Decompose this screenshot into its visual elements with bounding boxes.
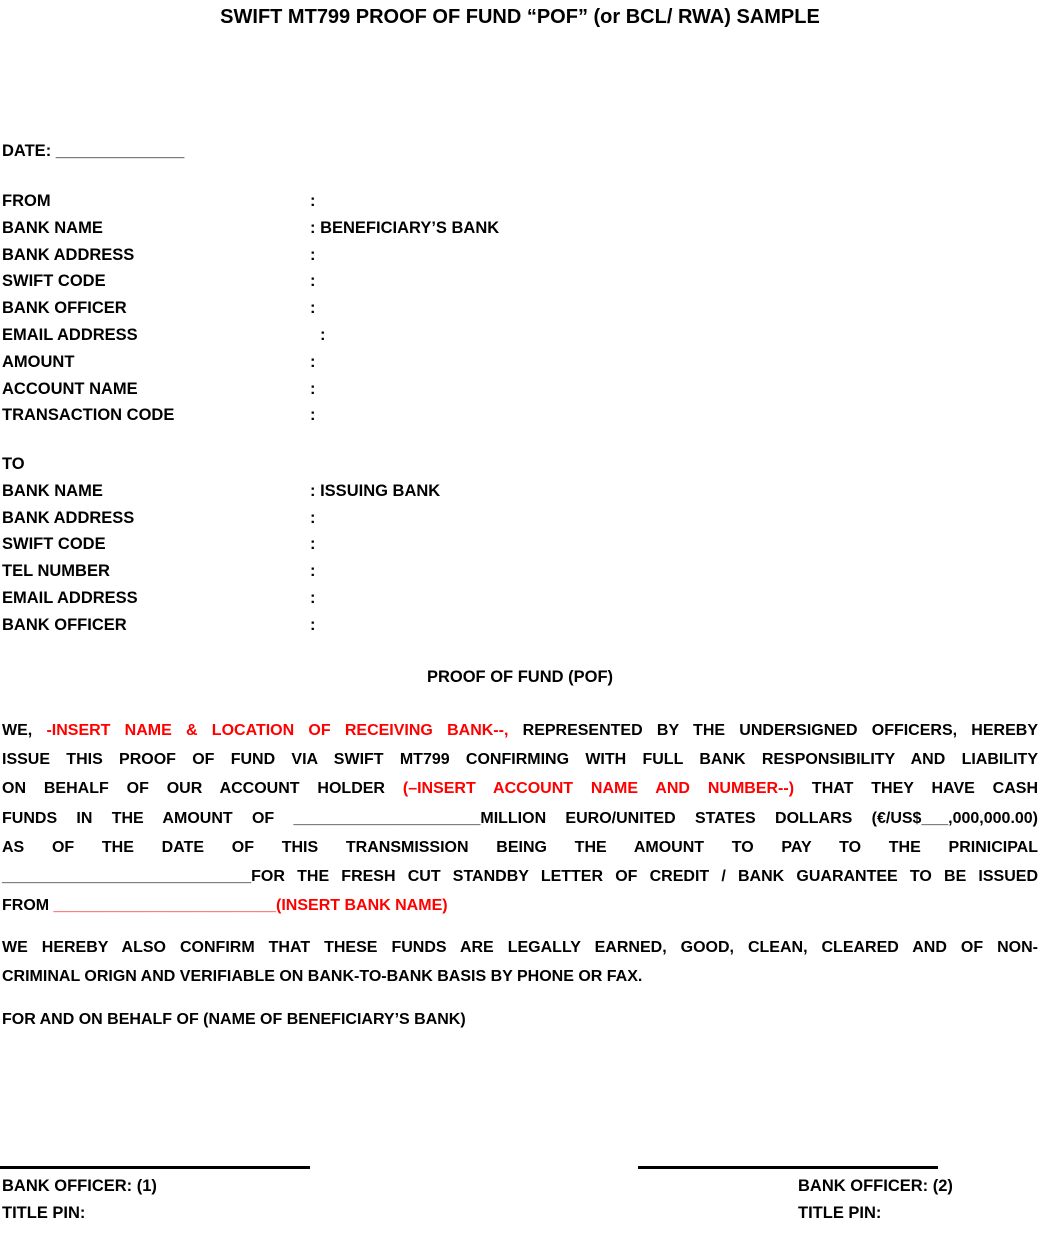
field-label: BANK ADDRESS: [2, 508, 135, 527]
field-colon: :: [310, 379, 316, 398]
body-text: THAT THEY HAVE CASH: [794, 780, 1038, 798]
field-colon: :: [310, 615, 316, 634]
field-label: EMAIL ADDRESS: [2, 325, 138, 344]
body-text: ,000,000.00): [948, 809, 1039, 827]
field-colon: :: [310, 481, 316, 500]
field-label: TEL NUMBER: [2, 562, 110, 581]
field-label: SWIFT CODE: [2, 272, 106, 291]
field-colon: :: [310, 588, 316, 607]
field-label: BANK OFFICER: [2, 299, 127, 318]
amount-blank-field[interactable]: _____________________: [293, 809, 481, 827]
paragraph-line: [2, 862, 1038, 891]
body-text: AS OF THE DATE OF THIS TRANSMISSION BEING THE AMOUNT TO PAY TO THE PRINICIPAL: [2, 838, 1038, 856]
body-text: ISSUE THIS PROOF OF FUND VIA SWIFT MT799 CONFIRMING WITH FULL BANK RESPONSIBILITY AND LIABILITY: [2, 751, 1038, 769]
field-label: FROM: [2, 192, 51, 210]
from-section: [2, 188, 1040, 429]
bank-officer-1-label: BANK OFFICER: (1): [2, 1177, 157, 1195]
field-colon: :: [310, 192, 316, 210]
field-label: BANK ADDRESS: [2, 245, 135, 264]
field-colon: :: [310, 562, 316, 581]
field-label: BANK OFFICER: [2, 615, 127, 634]
field-label: EMAIL ADDRESS: [2, 588, 138, 607]
field-label: AMOUNT: [2, 352, 75, 371]
field-colon: :: [310, 508, 316, 527]
bank-officer-2-label: BANK OFFICER: (2): [798, 1177, 953, 1195]
field-row-swift-code: [2, 268, 1040, 295]
body-text: CRIMINAL ORIGN AND VERIFIABLE ON BANK-TO-BANK BASIS BY PHONE OR FAX.: [2, 968, 643, 986]
field-colon: :: [310, 299, 316, 318]
body-text: WE,: [2, 722, 47, 739]
paragraph-line: [2, 716, 1038, 745]
date-blank-field[interactable]: ______________: [55, 142, 185, 160]
field-row-bank-name: [2, 215, 1040, 242]
pof-heading: PROOF OF FUND (POF): [426, 668, 614, 686]
paragraph-line: [2, 933, 1038, 962]
body-text: FUNDS IN THE AMOUNT OF: [2, 809, 294, 827]
insert-bank-name-placeholder: (INSERT BANK NAME): [276, 897, 448, 915]
field-row-email-address: [2, 585, 1040, 612]
title-pin-1-label: TITLE PIN:: [2, 1204, 86, 1222]
title-pin-2-label: TITLE PIN:: [798, 1204, 882, 1222]
field-row-bank-officer: [2, 612, 1040, 639]
to-section: [2, 451, 1040, 639]
paragraph-line: [2, 774, 1038, 803]
bank-name-blank-field[interactable]: _________________________: [53, 897, 277, 915]
main-paragraph: [2, 716, 1038, 920]
field-value[interactable]: ISSUING BANK: [320, 481, 441, 500]
field-row-bank-name: [2, 478, 1040, 505]
field-colon: :: [310, 352, 316, 371]
paragraph-line: [2, 833, 1038, 862]
field-row-account-name: [2, 376, 1040, 403]
field-colon: :: [310, 272, 316, 291]
body-text: FROM: [2, 897, 54, 915]
principal-blank-field[interactable]: ____________________________: [2, 868, 252, 886]
field-row-bank-address: [2, 505, 1040, 532]
field-colon: :: [310, 245, 316, 264]
field-row-swift-code: [2, 531, 1040, 558]
field-label: SWIFT CODE: [2, 535, 106, 554]
field-label: BANK NAME: [2, 481, 103, 500]
field-row-bank-officer: [2, 295, 1040, 322]
field-row-amount: [2, 349, 1040, 376]
paragraph-line: [2, 891, 1038, 920]
field-row-email-address: [2, 322, 1040, 349]
date-label: DATE:: [2, 142, 52, 160]
document-title: SWIFT MT799 PROOF OF FUND “POF” (or BCL/ RWA) SAMPLE: [220, 6, 820, 28]
body-text: ON BEHALF OF OUR ACCOUNT HOLDER: [2, 780, 403, 798]
field-colon: :: [310, 406, 316, 425]
field-row-transaction-code: [2, 402, 1040, 429]
insert-account-placeholder: (–INSERT ACCOUNT NAME AND NUMBER--): [402, 780, 795, 798]
field-colon: :: [310, 218, 316, 237]
field-row-tel-number: [2, 558, 1040, 585]
amount-digits-blank-field[interactable]: ___: [921, 809, 949, 827]
field-label: TRANSACTION CODE: [2, 406, 175, 425]
field-row-to: [2, 451, 1040, 478]
paragraph-line: [2, 804, 1038, 833]
date-row: [2, 142, 184, 161]
paragraph-line: [2, 745, 1038, 774]
body-text: MILLION EURO/UNITED STATES DOLLARS (€/US$: [480, 809, 922, 827]
body-text: REPRESENTED BY THE UNDERSIGNED OFFICERS, HEREBY: [508, 722, 1038, 739]
field-label: ACCOUNT NAME: [2, 379, 138, 398]
confirmation-paragraph: [2, 933, 1038, 991]
paragraph-line: [2, 962, 1038, 991]
field-label: BANK NAME: [2, 218, 103, 237]
body-text: FOR THE FRESH CUT STANDBY LETTER OF CREDIT / BANK GUARANTEE TO BE ISSUED: [251, 868, 1038, 886]
field-row-from: [2, 188, 1040, 215]
signature-line-2[interactable]: [638, 1166, 938, 1169]
field-colon: :: [310, 535, 316, 554]
field-value[interactable]: BENEFICIARY’S BANK: [320, 218, 500, 237]
field-colon: :: [320, 325, 326, 344]
body-text: WE HEREBY ALSO CONFIRM THAT THESE FUNDS ARE LEGALLY EARNED, GOOD, CLEAN, CLEARED AND OF NON-: [2, 939, 1038, 956]
insert-receiving-bank-placeholder: -INSERT NAME & LOCATION OF RECEIVING BANK--,: [46, 722, 509, 739]
field-label: TO: [2, 455, 25, 473]
field-row-bank-address: [2, 242, 1040, 269]
signature-line-1[interactable]: [0, 1166, 310, 1169]
on-behalf-line: FOR AND ON BEHALF OF (NAME OF BENEFICIARY’S BANK): [2, 1011, 466, 1028]
